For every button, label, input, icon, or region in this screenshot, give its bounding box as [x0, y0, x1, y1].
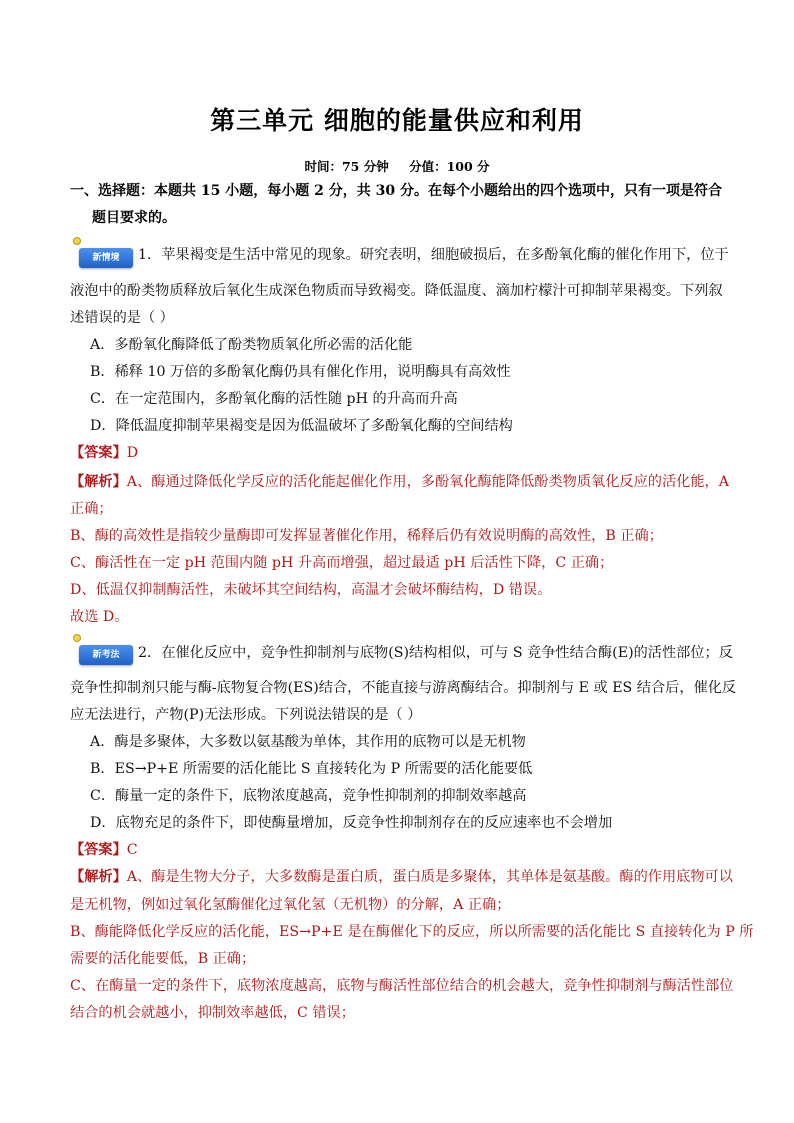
question-1-option-d: D．降低温度抑制苹果褐变是因为低温破坏了多酚氧化酶的空间结构 — [90, 418, 513, 434]
badge-dot-icon — [73, 237, 81, 245]
analysis-line: 结合的机会就越小，抑制效率越低，C 错误； — [70, 1005, 355, 1021]
question-2-option-b: B．ES→P+E 所需要的活化能比 S 直接转化为 P 所需要的活化能要低 — [90, 761, 533, 777]
analysis-line: B、酶的高效性是指较少量酶即可发挥显著催化作用，稀释后仍有效说明酶的高效性，B 正确； — [70, 528, 663, 544]
question-1-option-c: C．在一定范围内，多酚氧化酶的活性随 pH 的升高而升高 — [90, 391, 458, 407]
analysis-line: 需要的活化能要低，B 正确； — [70, 951, 256, 967]
question-1-stem-line: 液泡中的酚类物质释放后氧化生成深色物质而导致褐变。降低温度、滴加柠檬汁可抑制苹果褐变。下列叙 — [70, 283, 723, 299]
analysis-line: C、在酶量一定的条件下，底物浓度越高，底物与酶活性部位结合的机会越大，竞争性抑制剂与酶活性部位 — [70, 978, 734, 994]
question-1-badge: 新情境 — [79, 248, 133, 268]
question-2-option-a: A．酶是多聚体，大多数以氨基酸为单体，其作用的底物可以是无机物 — [90, 734, 526, 750]
analysis-label: 【解析】 — [70, 869, 127, 885]
answer-label: 【答案】 — [70, 842, 127, 858]
analysis-line: B、酶能降低化学反应的活化能，ES→P+E 是在酶催化下的反应，所以所需要的活化能比 S 直接转化为 P 所 — [70, 924, 754, 940]
answer-value: D — [126, 445, 139, 461]
badge-dot-icon — [73, 634, 81, 642]
page-title: 第三单元 细胞的能量供应和利用 — [210, 106, 584, 135]
exam-score: 分值：100 分 — [409, 159, 490, 174]
question-2-option-d: D．底物充足的条件下，即使酶量增加，反竞争性抑制剂存在的反应速率也不会增加 — [90, 815, 613, 831]
section-instructions-line: 一、选择题：本题共 15 小题，每小题 2 分，共 30 分。在每个小题给出的四个选项中，只有一项是符合 — [70, 183, 722, 199]
question-1-answer — [70, 443, 138, 463]
analysis-line: A、酶通过降低化学反应的活化能起催化作用，多酚氧化酶能降低酚类物质氧化反应的活化能，A — [126, 474, 729, 490]
question-1-option-a: A．多酚氧化酶降低了酚类物质氧化所必需的活化能 — [90, 337, 413, 353]
exam-time: 时间：75 分钟 — [304, 159, 389, 174]
question-2-stem-line: 竞争性抑制剂只能与酶-底物复合物(ES)结合，不能直接与游离酶结合。抑制剂与 E 或 ES 结合后，催化反 — [70, 680, 737, 696]
question-2-stem-line: 2．在催化反应中，竞争性抑制剂与底物(S)结构相似，可与 S 竞争性结合酶(E)的活性部位；反 — [138, 645, 733, 661]
analysis-line: 正确； — [70, 501, 113, 517]
exam-meta — [0, 157, 794, 175]
answer-value: C — [126, 842, 138, 858]
analysis-label: 【解析】 — [70, 474, 127, 490]
question-2-badge: 新考法 — [79, 645, 133, 665]
analysis-line: 是无机物，例如过氧化氢酶催化过氧化氢（无机物）的分解，A 正确； — [70, 897, 511, 913]
analysis-line: D、低温仅抑制酶活性，未破坏其空间结构，高温才会破坏酶结构，D 错误。 — [70, 582, 552, 598]
question-2-answer — [70, 840, 138, 860]
question-1-stem-line: 述错误的是（ ） — [70, 310, 174, 326]
question-2-analysis — [70, 867, 733, 887]
answer-label: 【答案】 — [70, 445, 127, 461]
question-2-option-c: C．酶量一定的条件下，底物浓度越高，竞争性抑制剂的抑制效率越高 — [90, 788, 527, 804]
question-1-stem-line: 1．苹果褐变是生活中常见的现象。研究表明，细胞破损后，在多酚氧化酶的催化作用下，位于 — [138, 247, 729, 263]
question-1-option-b: B．稀释 10 万倍的多酚氧化酶仍具有催化作用，说明酶具有高效性 — [90, 364, 511, 380]
question-1-conclusion: 故选 D。 — [70, 609, 129, 625]
question-2-stem-line: 应无法进行，产物(P)无法形成。下列说法错误的是（ ） — [70, 707, 422, 723]
question-1-analysis — [70, 472, 729, 492]
analysis-line: C、酶活性在一定 pH 范围内随 pH 升高而增强，超过最适 pH 后活性下降，C 正确； — [70, 555, 614, 571]
section-instructions-line: 题目要求的。 — [92, 210, 176, 226]
section-instructions — [70, 178, 730, 232]
analysis-line: A、酶是生物大分子，大多数酶是蛋白质，蛋白质是多聚体，其单体是氨基酸。酶的作用底物可以 — [126, 869, 733, 885]
